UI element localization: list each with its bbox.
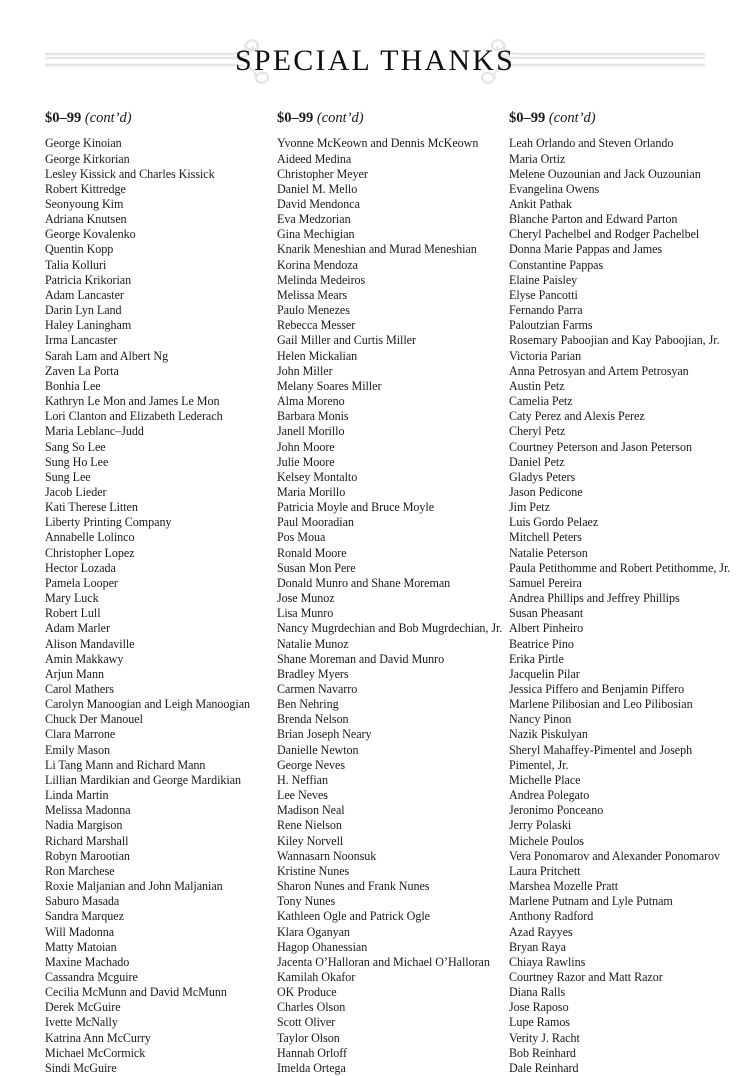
donor-name-item: Jose Munoz [277,591,335,606]
donor-name-item: Samuel Pereira [509,575,582,590]
donor-name-item: Albert Pinheiro [509,621,584,636]
donor-column-3 [509,110,734,1076]
donor-name-item: Kamilah Okafor [277,969,356,984]
donor-name-item: Sheryl Mahaffey-Pimentel and Joseph Pimentel, Jr. [509,742,693,772]
donor-name-item: Janell Morillo [277,424,345,439]
donor-name-item: George Neves [277,757,346,772]
donor-name-item: Donald Munro and Shane Moreman [277,575,451,590]
donor-name-item: Paulo Menezes [277,303,350,318]
donor-name-item: Leah Orlando and Steven Orlando [509,136,674,151]
donor-name-item: Eva Medzorian [277,212,351,227]
donor-name-item: Adriana Knutsen [45,212,127,227]
donor-name-item: Sarah Lam and Albert Ng [45,348,169,363]
donor-name-item: Alison Mandaville [45,636,135,651]
donor-name-item: Marlene Pilibosian and Leo Pilibosian [509,697,693,712]
donor-name-item: Christopher Lopez [45,545,135,560]
donor-name-item: Azad Rayyes [509,924,573,939]
donor-name-item: Jacenta O’Halloran and Michael O’Halloran [277,954,490,969]
donor-name-item: Lillian Mardikian and George Mardikian [45,772,242,787]
donor-name-item: Maria Morillo [277,484,346,499]
donor-name-item: Elyse Pancotti [509,287,578,302]
donor-name-item: Cheryl Petz [509,424,566,439]
donor-name-item: Robert Kittredge [45,181,126,196]
donor-name-item: Saburo Masada [45,894,120,909]
donor-name-item: Dale Reinhard [509,1060,579,1075]
donor-name-item: Sharon Nunes and Frank Nunes [277,879,430,894]
donor-name-item: Daniel M. Mello [277,181,358,196]
donor-name-item: Caty Perez and Alexis Perez [509,409,645,424]
donor-name-item: Zaven La Porta [45,363,119,378]
donor-name-item: Sang So Lee [45,439,106,454]
donor-column-1 [45,110,270,1076]
donor-name-item: Charles Olson [277,1000,346,1015]
donor-name-item: George Kovalenko [45,227,136,242]
donor-name-item: Kristine Nunes [277,863,350,878]
donor-name-list-2 [277,136,502,1076]
donor-name-item: Anthony Radford [509,909,594,924]
donor-name-item: Carmen Navarro [277,682,358,697]
donor-name-item: Linda Martin [45,788,109,803]
donor-name-item: Courtney Razor and Matt Razor [509,969,663,984]
donor-name-item: Courtney Peterson and Jason Peterson [509,439,692,454]
donor-name-item: Annabelle Lolinco [45,530,135,545]
donor-name-item: Rene Nielson [277,818,342,833]
donor-name-item: Amin Makkawy [45,651,124,666]
page-title: SPECIAL THANKS [235,44,515,77]
donor-name-item: Talia Kolluri [45,257,107,272]
donor-name-item: Patricia Krikorian [45,272,132,287]
donor-name-item: Lupe Ramos [509,1015,570,1030]
donor-name-item: Fernando Parra [509,303,583,318]
donor-name-list-3 [509,136,734,1076]
donor-name-item: Adam Lancaster [45,287,124,302]
donor-name-item: Sung Ho Lee [45,454,109,469]
donor-name-item: Jessica Piffero and Benjamin Piffero [509,682,685,697]
donor-name-item: Seonyoung Kim [45,197,124,212]
donor-name-item: Cassandra Mcguire [45,969,138,984]
page-masthead [45,22,705,100]
donor-name-item: Maxine Machado [45,954,130,969]
donor-name-item: Robyn Marootian [45,848,130,863]
donor-name-item: Cecilia McMunn and David McMunn [45,985,227,1000]
donor-name-item: Nancy Pinon [509,712,572,727]
donor-name-item: Jose Raposo [509,1000,569,1015]
column-header-continued: (cont’d) [316,110,364,126]
donor-name-item: Jacob Lieder [45,484,107,499]
donor-name-item: Sung Lee [45,469,91,484]
donor-name-item: Erika Pirtle [509,651,564,666]
donor-name-item: Jeronimo Ponceano [509,803,604,818]
donor-name-item: Kati Therese Litten [45,500,138,515]
donor-name-item: Hannah Orloff [277,1045,347,1060]
donor-name-item: Yvonne McKeown and Dennis McKeown [277,136,479,151]
donor-name-item: Andrea Phillips and Jeffrey Phillips [509,591,680,606]
donor-name-item: Lesley Kissick and Charles Kissick [45,166,215,181]
donor-name-item: Madison Neal [277,803,345,818]
donor-name-item: Roxie Maljanian and John Maljanian [45,879,223,894]
donor-name-item: Clara Marrone [45,727,116,742]
donor-name-item: Scott Oliver [277,1015,336,1030]
donor-name-item: Will Madonna [45,924,115,939]
donor-name-item: Susan Mon Pere [277,560,356,575]
donor-name-item: Michelle Place [509,772,581,787]
donor-name-item: Lee Neves [277,788,328,803]
donor-name-item: Knarik Meneshian and Murad Meneshian [277,242,477,257]
donor-name-item: Melinda Medeiros [277,272,366,287]
donor-name-item: Laura Pritchett [509,863,581,878]
donor-name-item: Matty Matoian [45,939,117,954]
donor-name-item: Aideed Medina [277,151,352,166]
donor-name-item: Lisa Munro [277,606,334,621]
donor-name-item: Chiaya Rawlins [509,954,586,969]
donor-name-item: Kiley Norvell [277,833,344,848]
donor-name-item: Irma Lancaster [45,333,118,348]
donor-name-item: Sandra Marquez [45,909,124,924]
donor-name-item: Maria Ortiz [509,151,566,166]
donor-name-item: Ankit Pathak [509,197,572,212]
donor-name-item: Richard Marshall [45,833,129,848]
donor-column-2 [277,110,502,1076]
donor-columns [45,110,731,1076]
donor-name-item: Rebecca Messer [277,318,356,333]
donor-name-item: Marshea Mozelle Pratt [509,879,619,894]
donor-name-item: Mary Luck [45,591,99,606]
donor-name-item: Michele Poulos [509,833,584,848]
donor-name-item: Haley Laningham [45,318,132,333]
donor-name-item: Paula Petithomme and Robert Petithomme, Jr. [509,560,731,575]
donor-name-item: Carolyn Manoogian and Leigh Manoogian [45,697,251,712]
donor-name-item: Gail Miller and Curtis Miller [277,333,416,348]
donor-name-item: Jacquelin Pilar [509,666,580,681]
column-header-amount: $0–99 [509,110,546,126]
column-header-amount: $0–99 [277,110,314,126]
column-header-continued: (cont’d) [548,110,596,126]
donor-name-item: Julie Moore [277,454,335,469]
donor-name-item: Melissa Madonna [45,803,131,818]
donor-name-item: Taylor Olson [277,1030,340,1045]
donor-name-item: Ron Marchese [45,863,115,878]
donor-name-item: Jerry Polaski [509,818,572,833]
donor-name-item: Diana Ralls [509,985,566,1000]
donor-name-item: Chuck Der Manouel [45,712,143,727]
donor-name-item: Gladys Peters [509,469,576,484]
donor-name-item: Victoria Parian [509,348,582,363]
donor-name-item: Ronald Moore [277,545,347,560]
donor-name-item: George Kinoian [45,136,122,151]
donor-name-item: Jim Petz [509,500,550,515]
donor-name-item: Bonhia Lee [45,378,101,393]
donor-name-item: Adam Marler [45,621,110,636]
donor-name-item: Nadia Margison [45,818,123,833]
donor-name-item: Brenda Nelson [277,712,349,727]
donor-name-item: John Miller [277,363,333,378]
donor-name-item: Bob Reinhard [509,1045,576,1060]
donor-name-item: Pos Moua [277,530,326,545]
donor-name-item: Beatrice Pino [509,636,574,651]
donor-name-item: OK Produce [277,985,337,1000]
donor-name-item: Nazik Piskulyan [509,727,588,742]
special-thanks-page [0,22,750,1075]
donor-name-item: Bradley Myers [277,666,349,681]
donor-name-item: Hagop Ohanessian [277,939,368,954]
donor-name-item: Robert Lull [45,606,101,621]
donor-name-item: Brian Joseph Neary [277,727,372,742]
donor-name-item: John Moore [277,439,335,454]
column-header-continued: (cont’d) [84,110,132,126]
donor-name-item: Natalie Peterson [509,545,588,560]
donor-name-item: Melissa Mears [277,287,348,302]
column-header-amount: $0–99 [45,110,82,126]
donor-name-item: Michael McCormick [45,1045,146,1060]
donor-name-item: Sindi McGuire [45,1060,117,1075]
donor-name-item: Katrina Ann McCurry [45,1030,151,1045]
donor-name-item: Austin Petz [509,378,565,393]
column-header-3 [509,110,734,127]
donor-name-item: Ben Nehring [277,697,339,712]
donor-name-item: Paloutzian Farms [509,318,593,333]
donor-name-item: David Mendonca [277,197,360,212]
donor-name-item: Carol Mathers [45,682,114,697]
donor-name-item: Derek McGuire [45,1000,121,1015]
column-header-1 [45,110,270,127]
donor-name-item: George Kirkorian [45,151,130,166]
donor-name-item: Patricia Moyle and Bruce Moyle [277,500,435,515]
donor-name-item: Ivette McNally [45,1015,118,1030]
donor-name-item: Wannasarn Noonsuk [277,848,377,863]
donor-name-item: Susan Pheasant [509,606,584,621]
donor-name-item: Christopher Meyer [277,166,368,181]
donor-name-item: Vera Ponomarov and Alexander Ponomarov [509,848,721,863]
donor-name-item: Arjun Mann [45,666,104,681]
donor-name-item: Evangelina Owens [509,181,600,196]
donor-name-item: Tony Nunes [277,894,336,909]
donor-name-item: Alma Moreno [277,394,345,409]
donor-name-item: Andrea Polegato [509,788,590,803]
donor-name-item: Klara Oganyan [277,924,350,939]
donor-name-item: Gina Mechigian [277,227,355,242]
donor-name-item: Pamela Looper [45,575,118,590]
donor-name-item: Camelia Petz [509,394,573,409]
donor-name-item: Lori Clanton and Elizabeth Lederach [45,409,223,424]
donor-name-item: Emily Mason [45,742,110,757]
donor-name-item: Maria Leblanc–Judd [45,424,144,439]
donor-name-item: Bryan Raya [509,939,566,954]
donor-name-item: Hector Lozada [45,560,116,575]
donor-name-item: Helen Mickalian [277,348,358,363]
donor-name-item: Jason Pedicone [509,484,583,499]
donor-name-item: Kathryn Le Mon and James Le Mon [45,394,220,409]
donor-name-item: Danielle Newton [277,742,359,757]
donor-name-item: Quentin Kopp [45,242,114,257]
donor-name-item: Mitchell Peters [509,530,582,545]
donor-name-item: Natalie Munoz [277,636,349,651]
donor-name-item: Korina Mendoza [277,257,358,272]
donor-name-item: Rosemary Paboojian and Kay Paboojian, Jr. [509,333,720,348]
donor-name-item: Liberty Printing Company [45,515,172,530]
donor-name-item: Li Tang Mann and Richard Mann [45,757,206,772]
donor-name-item: Kelsey Montalto [277,469,358,484]
donor-name-item: Daniel Petz [509,454,565,469]
donor-name-item: Blanche Parton and Edward Parton [509,212,678,227]
donor-name-list-1 [45,136,270,1076]
donor-name-item: Shane Moreman and David Munro [277,651,445,666]
donor-name-item: H. Neffian [277,772,328,787]
donor-name-item: Cheryl Pachelbel and Rodger Pachelbel [509,227,700,242]
donor-name-item: Melany Soares Miller [277,378,382,393]
donor-name-item: Melene Ouzounian and Jack Ouzounian [509,166,701,181]
donor-name-item: Luis Gordo Pelaez [509,515,599,530]
donor-name-item: Constantine Pappas [509,257,604,272]
donor-name-item: Darin Lyn Land [45,303,122,318]
donor-name-item: Imelda Ortega [277,1060,346,1075]
donor-name-item: Anna Petrosyan and Artem Petrosyan [509,363,689,378]
donor-name-item: Marlene Putnam and Lyle Putnam [509,894,673,909]
donor-name-item: Paul Mooradian [277,515,354,530]
donor-name-item: Nancy Mugrdechian and Bob Mugrdechian, Jr. [277,621,503,636]
donor-name-item: Kathleen Ogle and Patrick Ogle [277,909,430,924]
donor-name-item: Elaine Paisley [509,272,578,287]
donor-name-item: Donna Marie Pappas and James [509,242,663,257]
donor-name-item: Verity J. Racht [509,1030,580,1045]
donor-name-item: Barbara Monis [277,409,349,424]
column-header-2 [277,110,502,127]
